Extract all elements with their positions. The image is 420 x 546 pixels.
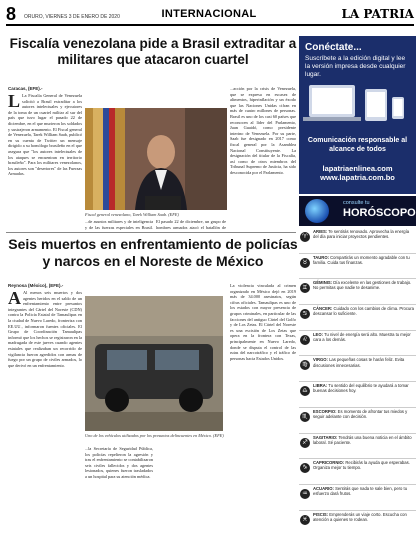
horoscope-kicker: consulte tu (343, 200, 370, 206)
virgo-icon: ♍ (300, 360, 310, 370)
sign-escorpio: ♏ ESCORPIO: Es momento de afrontar tus miedos y seguir adelante con decisión. (299, 408, 416, 434)
sign-leo: ♌ LEO: Tu nivel de energía será alto. Muestra tu mejor cara a los demás. (299, 331, 416, 357)
aries-icon: ♈ (300, 232, 310, 242)
story2-byline: Reynosa (México), (EFE).- (8, 283, 64, 288)
leo-icon: ♌ (300, 335, 310, 345)
newspaper-logo: LA PATRIA (341, 7, 414, 21)
ad-url-2[interactable]: www.lapatria.com.bo (320, 173, 395, 182)
story2-column-2: ...la Secretaría de Seguridad Pública, los policías repelieron la agresión y tras el enfrentamiento se contabilizaron seis civiles fallecidos y dos agentes lesionados, quienes fueron trasladados a un hospital para su atención médica. (85, 446, 153, 479)
cancer-icon: ♋ (300, 309, 310, 319)
sign-libra: ♎ LIBRA: Tu sentido del equilibrio te ayudará a tomar buenas decisiones hoy. (299, 382, 416, 408)
story1-column-4: ...acción por la crisis de Venezuela, que se expresa en escasez de alimentos, hiperinflación y un éxodo que las Naciones Unidas cifran en más de cuatro millones de personas. Brasil es uno de los casi 60 países que reconocen al líder del Parlamento, Juan Guaidó, como presidente interino de Venezuela. Por su parte, Saab fue designado en 2017 como fiscal general por la Asamblea Nacional Constituyente. La designación del titular de la Fiscalía, así como de otros miembros del Tribunal Supremo de Justicia, ha sido desconocida por el Parlamento. (230, 86, 296, 175)
sign-aries: ♈ ARIES: Te sentirás renovado. Aprovecha la energía del día para iniciar proyectos pendientes. (299, 228, 416, 254)
ad-slogan: Comunicación responsable al alcance de todos (307, 137, 408, 153)
globe-icon (305, 199, 329, 223)
sign-tauro: ♉ TAURO: Compartirás un momento agradable con tu familia. Cuida tus finanzas. (299, 254, 416, 280)
story2-headline: Seis muertos en enfrentamiento de policías y narcos en el Noreste de México (8, 236, 298, 269)
aquarius-icon: ♒ (300, 489, 310, 499)
horoscope-banner (299, 196, 416, 226)
gemini-icon: ♊ (300, 283, 310, 293)
sign-sagitario: ♐ SAGITARIO: Tendrás una buena noticia en el ámbito laboral. Sé paciente. (299, 434, 416, 460)
ad-subtitle: Suscríbete a la edición digital y lee la versión impresa desde cualquier lugar. (305, 55, 406, 78)
story2-column-4: La violencia vinculada al crimen organizado en México dejó en 2019 más de 34.000 asesinatos, según cifras oficiales. Tamaulipas es uno de los estados con mayor presencia de grupos criminales, en particular de las facciones del antiguo Cártel del Golfo y de Los Zetas. El Cártel del Noreste es una escisión de Los Zetas que opera en la frontera con Texas, principalmente en Nuevo Laredo, donde se disputa el control de las rutas del narcotráfico y el tráfico de personas hacia Estados Unidos. (230, 283, 296, 361)
devices-illustration (299, 79, 416, 131)
story2-column-1: A Al menos seis muertos y dos agentes heridos en el saldo de un enfrentamiento entre presuntos integrantes del Cártel del Noreste (CDN) contra la Policía Estatal de Tamaulipas en la ciudad de Nuevo Laredo, fronteriza con EE.UU., informaron fuentes oficiales. El Grupo de Coordinación Tamaulipas informó que los hechos se registraron en la madrugada de este jueves cuando agentes estatales que realizaban un recorrido de vigilancia fueron agredidos con armas de fuego por un grupo de civiles armados, lo que derivó en un enfrentamiento. (8, 290, 82, 368)
sagittarius-icon: ♐ (300, 438, 310, 448)
taurus-icon: ♉ (300, 258, 310, 268)
pisces-icon: ♓ (300, 515, 310, 525)
story1-column-2: ...de asuntos militares y de inteligencia y de las fuerzas especiales en Brasil. (85, 219, 153, 230)
sign-cancer: ♋ CÁNCER: Cuidado con los cambios de clima. Procura descansar lo suficiente. (299, 305, 416, 331)
sign-virgo: ♍ VIRGO: Las pequeñas cosas te harán feliz. Evita discusiones innecesarias. (299, 356, 416, 382)
ad-title: Conéctate... (305, 42, 362, 53)
ad-url-1[interactable]: lapatriaenlinea.com (322, 164, 393, 173)
page-number: 8 (6, 3, 17, 24)
page-header (6, 4, 414, 24)
sign-acuario: ♒ ACUARIO: Sentirás que nada te sale bien, pero tu esfuerzo dará frutos. (299, 485, 416, 511)
story1-byline: Caracas, (EFE).- (8, 86, 43, 91)
story2-photo-caption: Uno de los vehículos utilizados por los presuntos delincuentes en México. (EFE) (85, 433, 224, 438)
story-separator (6, 232, 296, 233)
story1-column-3: El pasado 22 de diciembre, un grupo de hombres armados atacó el batallón de (156, 219, 226, 230)
story1-photo (85, 108, 227, 210)
libra-icon: ♎ (300, 386, 310, 396)
story1-photo-caption: Fiscal general venezolano, Tarek William Saab. (EFE) (85, 212, 179, 217)
horoscope-list (299, 228, 416, 535)
subscription-ad[interactable] (299, 36, 416, 194)
header-rule (6, 24, 414, 26)
section-title: INTERNACIONAL (161, 8, 257, 20)
story2-photo (85, 296, 223, 431)
story2-column-3 (156, 446, 226, 540)
story1-headline: Fiscalía venezolana pide a Brasil extraditar a militares que atacaron cuartel (9, 36, 297, 67)
capricorn-icon: ♑ (300, 463, 310, 473)
sign-piscis: ♓ PISCIS: Emprenderás un viaje corto. Escucha con atención a quienes te rodean. (299, 511, 416, 536)
story1-column-1: L La Fiscalía General de Venezuela solicitó a Brasil extraditar a los autores intelectuales y ejecutores de la toma de un cuartel militar al sur del país que tuvo lugar el pasado 22 de diciembre, en el que murieron los soldados y sustrajeron armamento. El Fiscal general de Venezuela, Tarek William Saab, publicó en su cuenta de Twitter un mensaje dirigido a su homólogo brasileño en el que asegura que "los autores intelectuales de los ataques se encuentran en territorio brasileño". Para los militares venezolanos, los autores son "desertores" de las Fuerzas Armadas. (8, 93, 82, 177)
scorpio-icon: ♏ (300, 412, 310, 422)
sign-capricornio: ♑ CAPRICORNIO: Recibirás la ayuda que esperabas. Organiza mejor tu tiempo. (299, 459, 416, 485)
sign-geminis: ♊ GÉMINIS: Día excelente en las gestiones de trabajo. No permitas que nadie te desanime. (299, 279, 416, 305)
horoscope-title: HORÓSCOPO (343, 207, 416, 219)
dateline: ORURO, VIERNES 3 DE ENERO DE 2020 (24, 14, 120, 20)
